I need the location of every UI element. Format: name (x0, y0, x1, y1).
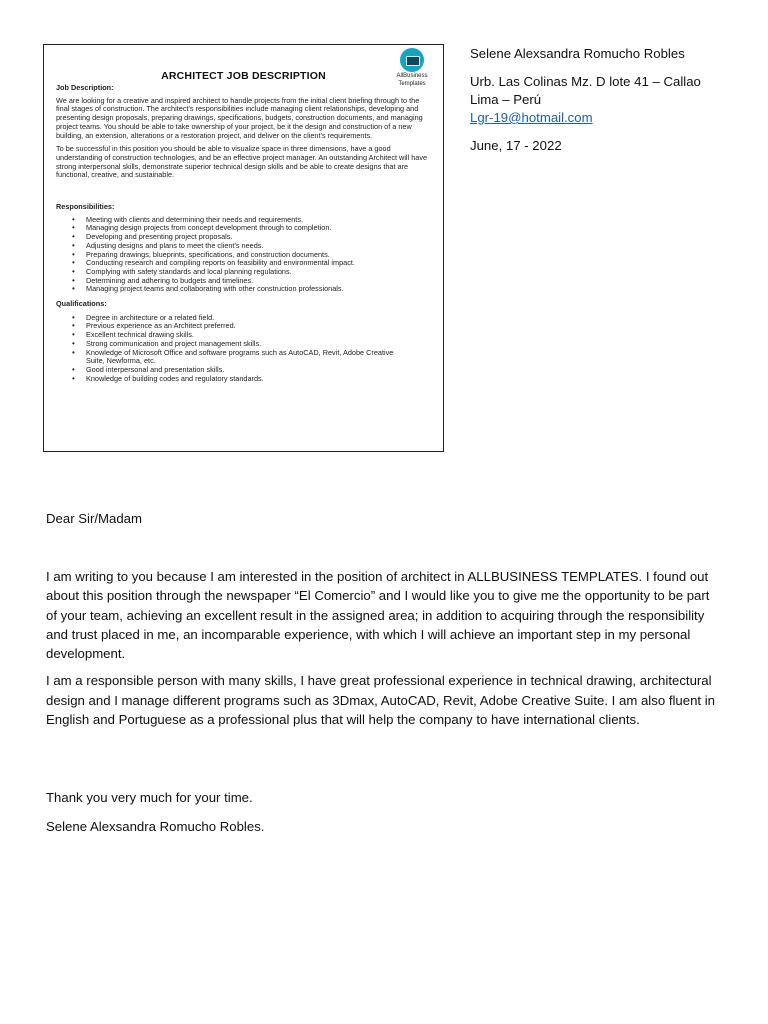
list-item: • Meeting with clients and determining their needs and requirements. (86, 216, 433, 225)
job-description-paragraph-1: We are looking for a creative and inspired architect to handle projects from the initial client briefing through to the final stages of construction. The architect's responsibilities include managing client relationships, developing and presenting design proposals, preparing drawings, specifications, budgets, construction documents, and managing project teams. You should be able to take ownership of your project, be it the design and construction of a new building, an extension, alterations or a restoration project, and deliver on the client's requirements. (56, 95, 423, 140)
email-link[interactable]: Lgr-19@hotmail.com (470, 110, 593, 125)
list-item: • Complying with safety standards and local planning regulations. (86, 268, 433, 277)
allbusiness-logo (395, 48, 429, 87)
list-item: • Strong communication and project management skills. (86, 340, 413, 349)
list-item: • Determining and adhering to budgets and timelines. (86, 277, 433, 286)
salutation: Dear Sir/Madam (46, 511, 143, 526)
job-description-heading: Job Description: (56, 83, 114, 92)
letter-paragraph-1: I am writing to you because I am interested in the position of architect in ALLBUSINESS TEMPLATES. I found out about this position through the newspaper “El Comercio” and I would like you to give me the opportunity to be part of your team, achieving an excellent result in the assigned area; in addition to acquiring through the responsibility and trust placed in me, an incomparable experience, with which I will achieve an important step in my personal development. (46, 569, 710, 662)
job-description-title: ARCHITECT JOB DESCRIPTION (161, 70, 326, 82)
letter-paragraph-2: I am a responsible person with many skills, I have great professional experience in technical drawing, architectural design and I manage different programs such as 3Dmax, AutoCAD, Revit, Adobe Creative Suite. I am also fluent in English and Portuguese as a professional plus that will help the company to have international clients. (46, 673, 716, 728)
list-item: • Adjusting designs and plans to meet the client's needs. (86, 242, 433, 251)
list-item: • Knowledge of Microsoft Office and software programs such as AutoCAD, Revit, Adobe Creative Suite, Newforma, etc. (86, 349, 413, 366)
list-item: • Conducting research and compiling reports on feasibility and environmental impact. (86, 259, 433, 268)
signature: Selene Alexsandra Romucho Robles. (46, 819, 265, 834)
job-description-paragraph-2: To be successful in this position you should be able to visualize space in three dimensions, have a good understanding of construction technologies, and be an effective project manager. An outstanding Architect will have strong interpersonal skills, demonstrate superior technical design skills and be able to create designs that are functional, creative, and sustainable. (56, 144, 428, 180)
letter-date: June, 17 - 2022 (470, 138, 562, 153)
closing: Thank you very much for your time. (46, 790, 253, 805)
list-item: • Developing and presenting project proposals. (86, 233, 433, 242)
responsibilities-heading: Responsibilities: (56, 202, 115, 212)
logo-text-line1: AllBusiness (396, 73, 428, 79)
qualifications-list (56, 314, 433, 384)
job-description-image (43, 44, 444, 452)
list-item: • Preparing drawings, blueprints, specifications, and construction documents. (86, 251, 433, 260)
list-item: • Previous experience as an Architect preferred. (86, 322, 413, 331)
address-line-2: Lima – Perú (470, 92, 542, 107)
contact-block (470, 45, 701, 155)
list-item: • Good interpersonal and presentation skills. (86, 366, 413, 375)
responsibilities-list (56, 216, 433, 294)
list-item: • Managing design projects from concept development through to completion. (86, 224, 433, 233)
logo-text-line2: Templates (398, 80, 426, 87)
sender-name: Selene Alexsandra Romucho Robles (470, 46, 685, 61)
list-item: • Excellent technical drawing skills. (86, 331, 413, 340)
list-item: • Knowledge of building codes and regulatory standards. (86, 375, 413, 384)
address-line-1: Urb. Las Colinas Mz. D lote 41 – Callao (470, 74, 701, 89)
qualifications-heading: Qualifications: (56, 299, 107, 309)
list-item: • Managing project teams and collaborating with other construction professionals. (86, 285, 433, 294)
list-item: • Degree in architecture or a related field. (86, 314, 413, 323)
letter-body (46, 567, 716, 729)
laptop-icon (400, 48, 424, 72)
